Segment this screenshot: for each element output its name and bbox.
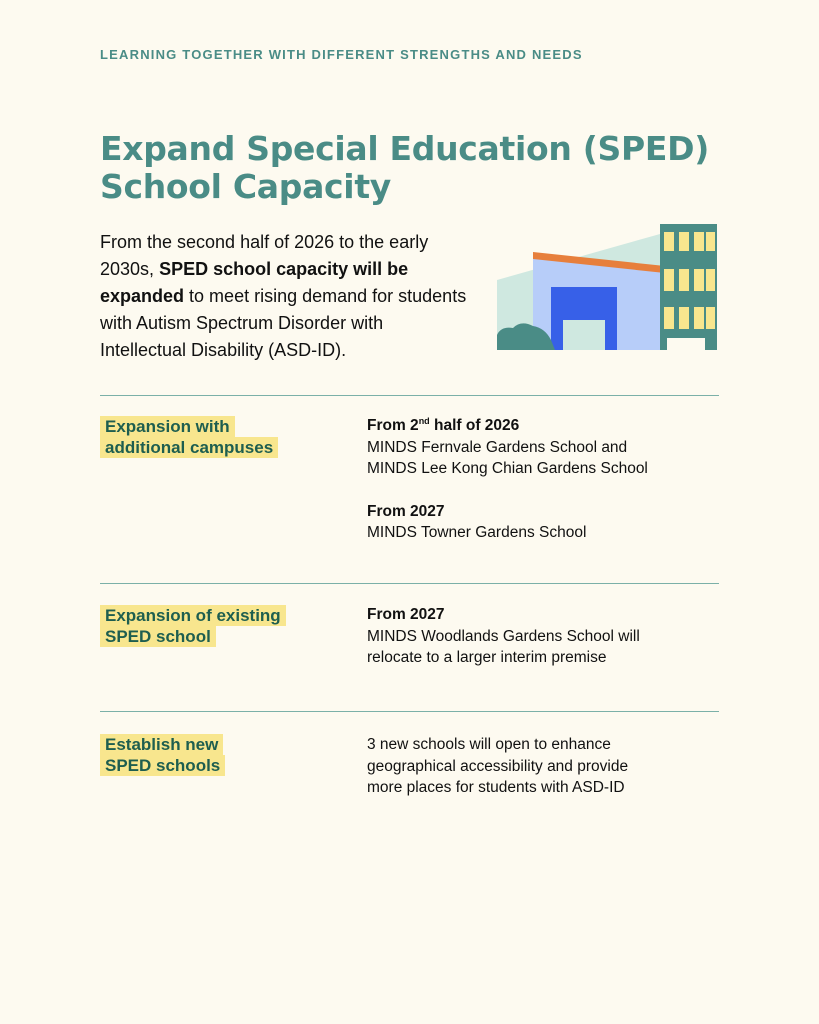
row-text: MINDS Woodlands Gardens School will — [367, 627, 640, 645]
school-building-illustration — [495, 222, 719, 352]
page-title-line-1: Expand Special Education (SPED) — [100, 129, 710, 168]
divider-1 — [100, 395, 719, 396]
row-text: 3 new schools will open to enhance — [367, 736, 611, 753]
intro-paragraph — [100, 229, 470, 364]
row-label-line: Establish new — [100, 734, 223, 755]
divider-2 — [100, 583, 719, 584]
heading-text: half of 2026 — [429, 417, 520, 434]
row-label-line: Expansion with — [100, 416, 235, 437]
row-label-existing-school — [100, 605, 286, 647]
row-label-line: additional campuses — [100, 437, 278, 458]
row-text: MINDS Towner Gardens School — [367, 524, 587, 541]
row-text: relocate to a larger interim premise — [367, 649, 607, 666]
divider-3 — [100, 711, 719, 712]
row-heading — [367, 415, 697, 437]
row-label-additional-campuses — [100, 416, 278, 458]
row-text: geographical accessibility and provide — [367, 757, 629, 775]
intro-tail: to meet rising demand for students with Autism Spectrum Disorder with Intellectual Disability (ASD-ID). — [100, 286, 467, 360]
row-label-line: SPED schools — [100, 755, 225, 776]
heading-superscript: nd — [418, 416, 430, 426]
eyebrow-heading: LEARNING TOGETHER WITH DIFFERENT STRENGTHS AND NEEDS — [100, 47, 583, 62]
intro-bold: SPED school capacity will be expanded — [100, 259, 409, 306]
row-text: MINDS Fernvale Gardens School and — [367, 438, 628, 456]
row-text: MINDS Lee Kong Chian Gardens School — [367, 460, 648, 477]
row-label-new-schools — [100, 734, 225, 776]
row-heading: From 2027 — [367, 606, 445, 623]
row-text: more places for students with ASD-ID — [367, 779, 625, 796]
row-detail-new-schools — [367, 734, 697, 799]
row-detail-existing-school — [367, 604, 697, 669]
page-title — [100, 130, 740, 206]
heading-text: From 2 — [367, 417, 419, 434]
row-heading: From 2027 — [367, 502, 445, 520]
row-detail-additional-campuses — [367, 415, 697, 544]
intro-lead: From the second half of 2026 to the early 2030s, — [100, 232, 429, 279]
row-label-line: Expansion of existing — [100, 605, 286, 626]
row-label-line: SPED school — [100, 626, 216, 647]
page-title-line-2: School Capacity — [100, 167, 392, 206]
